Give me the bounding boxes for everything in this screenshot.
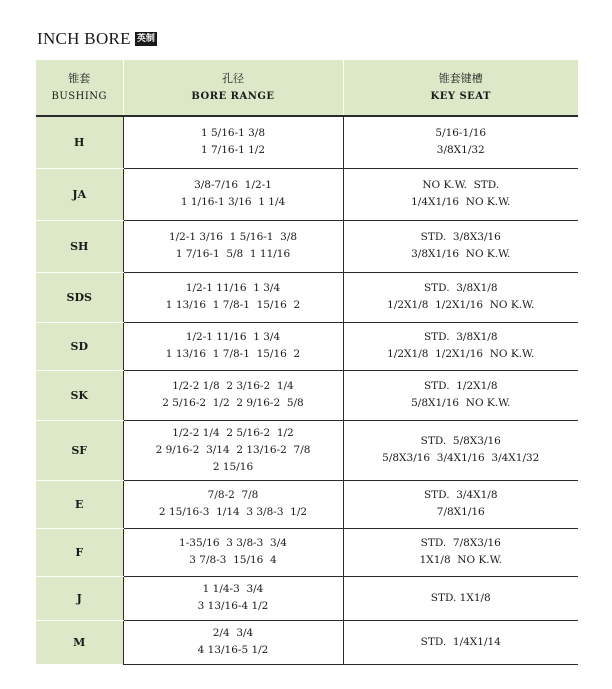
bore-range-line: 7/8-2 7/8 xyxy=(207,489,259,501)
key-seat-line: STD. 5/8X3/16 xyxy=(420,435,501,447)
bushing-cell: SH xyxy=(36,220,123,272)
bore-range-cell xyxy=(123,576,343,620)
bore-range-line: 2/4 3/4 xyxy=(212,627,254,639)
table-row xyxy=(36,420,578,480)
key-seat-line: 5/8X1/16 NO K.W. xyxy=(411,397,511,409)
key-seat-cell xyxy=(343,576,578,620)
key-seat-line: NO K.W. STD. xyxy=(422,179,500,191)
table-row xyxy=(36,370,578,420)
bushing-cell: SF xyxy=(36,420,123,480)
bushing-cell: E xyxy=(36,480,123,528)
table-row xyxy=(36,220,578,272)
inch-bore-table xyxy=(36,60,578,665)
key-seat-cell xyxy=(343,480,578,528)
table-row xyxy=(36,480,578,528)
key-seat-cell xyxy=(343,370,578,420)
key-seat-line: STD. 7/8X3/16 xyxy=(420,537,501,549)
header-bushing-en: BUSHING xyxy=(51,90,108,102)
bore-range-line: 1 13/16 1 7/8-1 15/16 2 xyxy=(165,299,301,311)
bore-range-line: 1-35/16 3 3/8-3 3/4 xyxy=(179,537,287,549)
table-row xyxy=(36,528,578,576)
bushing-cell: SK xyxy=(36,370,123,420)
table-row xyxy=(36,620,578,664)
key-seat-line: 5/8X3/16 3/4X1/16 3/4X1/32 xyxy=(382,452,540,464)
bore-range-line: 4 13/16-5 1/2 xyxy=(197,644,269,656)
table-row xyxy=(36,116,578,168)
bore-range-line: 1 7/16-1 1/2 xyxy=(200,144,266,157)
bore-range-cell xyxy=(123,420,343,480)
bore-range-line: 1 13/16 1 7/8-1 15/16 2 xyxy=(165,348,301,360)
key-seat-cell xyxy=(343,220,578,272)
bore-range-line: 2 15/16-3 1/14 3 3/8-3 1/2 xyxy=(158,506,308,518)
header-bore-range xyxy=(123,60,343,116)
table-body xyxy=(36,116,578,664)
page-title xyxy=(37,28,157,50)
key-seat-line: STD. 3/8X1/8 xyxy=(423,282,498,294)
key-seat-line: 1/2X1/8 1/2X1/16 NO K.W. xyxy=(387,299,535,311)
key-seat-line: STD. 3/8X1/8 xyxy=(423,331,498,343)
key-seat-line: STD. 1/4X1/14 xyxy=(420,635,501,648)
bore-range-line: 1/2-2 1/8 2 3/16-2 1/4 xyxy=(172,380,294,392)
bushing-cell: F xyxy=(36,528,123,576)
key-seat-cell xyxy=(343,272,578,322)
key-seat-cell xyxy=(343,420,578,480)
table-row xyxy=(36,272,578,322)
header-bore-range-en: BORE RANGE xyxy=(191,90,275,102)
key-seat-cell xyxy=(343,168,578,220)
bore-range-line: 1/2-2 1/4 2 5/16-2 1/2 xyxy=(172,426,294,439)
bore-range-line: 3 13/16-4 1/2 xyxy=(197,600,269,612)
bore-range-cell xyxy=(123,322,343,370)
header-key-seat-zh: 锥套键槽 xyxy=(438,71,483,85)
header-bore-range-zh: 孔径 xyxy=(222,71,244,85)
bushing-cell: M xyxy=(36,620,123,664)
table-row xyxy=(36,168,578,220)
table-header-row xyxy=(36,60,578,116)
bore-range-line: 2 15/16 xyxy=(212,460,254,473)
key-seat-line: STD. 1X1/8 xyxy=(430,591,491,604)
key-seat-line: 3/8X1/32 xyxy=(436,144,485,157)
bushing-cell: SDS xyxy=(36,272,123,322)
bore-range-line: 2 5/16-2 1/2 2 9/16-2 5/8 xyxy=(162,397,304,409)
title-badge: 英制 xyxy=(136,34,155,44)
bore-range-cell xyxy=(123,528,343,576)
key-seat-line: 3/8X1/16 NO K.W. xyxy=(411,248,511,260)
header-key-seat-en: KEY SEAT xyxy=(430,90,491,102)
key-seat-cell xyxy=(343,528,578,576)
bore-range-line: 1/2-1 11/16 1 3/4 xyxy=(185,331,281,343)
key-seat-line: 1/2X1/8 1/2X1/16 NO K.W. xyxy=(387,348,535,360)
bore-range-cell xyxy=(123,168,343,220)
table-row xyxy=(36,322,578,370)
bore-range-line: 3/8-7/16 1/2-1 xyxy=(194,179,272,191)
key-seat-cell xyxy=(343,620,578,664)
bushing-cell: JA xyxy=(36,168,123,220)
header-bushing-zh: 锥套 xyxy=(68,71,91,85)
bore-range-line: 1 1/16-1 3/16 1 1/4 xyxy=(180,196,286,208)
title-text: INCH BORE xyxy=(37,29,131,48)
key-seat-line: STD. 1/2X1/8 xyxy=(423,380,498,392)
bore-range-line: 1/2-1 11/16 1 3/4 xyxy=(185,282,281,294)
bushing-cell: SD xyxy=(36,322,123,370)
bore-range-line: 2 9/16-2 3/14 2 13/16-2 7/8 xyxy=(155,443,311,456)
bore-range-cell xyxy=(123,370,343,420)
bore-range-line: 3 7/8-3 15/16 4 xyxy=(189,554,277,566)
bore-range-cell xyxy=(123,220,343,272)
header-key-seat xyxy=(343,60,578,116)
bushing-cell: J xyxy=(36,576,123,620)
key-seat-cell xyxy=(343,116,578,168)
key-seat-line: STD. 3/8X3/16 xyxy=(420,231,501,243)
bore-range-line: 1 5/16-1 3/8 xyxy=(200,127,266,140)
bore-range-cell xyxy=(123,116,343,168)
key-seat-line: 7/8X1/16 xyxy=(436,506,485,518)
header-bushing xyxy=(36,60,123,116)
key-seat-line: 1/4X1/16 NO K.W. xyxy=(411,196,511,208)
key-seat-line: STD. 3/4X1/8 xyxy=(423,489,498,501)
bore-range-line: 1 1/4-3 3/4 xyxy=(202,583,264,595)
table-row xyxy=(36,576,578,620)
key-seat-line: 5/16-1/16 xyxy=(435,127,487,140)
bore-range-cell xyxy=(123,272,343,322)
bore-range-line: 1 7/16-1 5/8 1 11/16 xyxy=(175,248,291,260)
key-seat-cell xyxy=(343,322,578,370)
key-seat-line: 1X1/8 NO K.W. xyxy=(419,554,502,566)
bore-range-line: 1/2-1 3/16 1 5/16-1 3/8 xyxy=(168,231,298,243)
bore-range-cell xyxy=(123,620,343,664)
bushing-cell: H xyxy=(36,116,123,168)
bore-range-cell xyxy=(123,480,343,528)
